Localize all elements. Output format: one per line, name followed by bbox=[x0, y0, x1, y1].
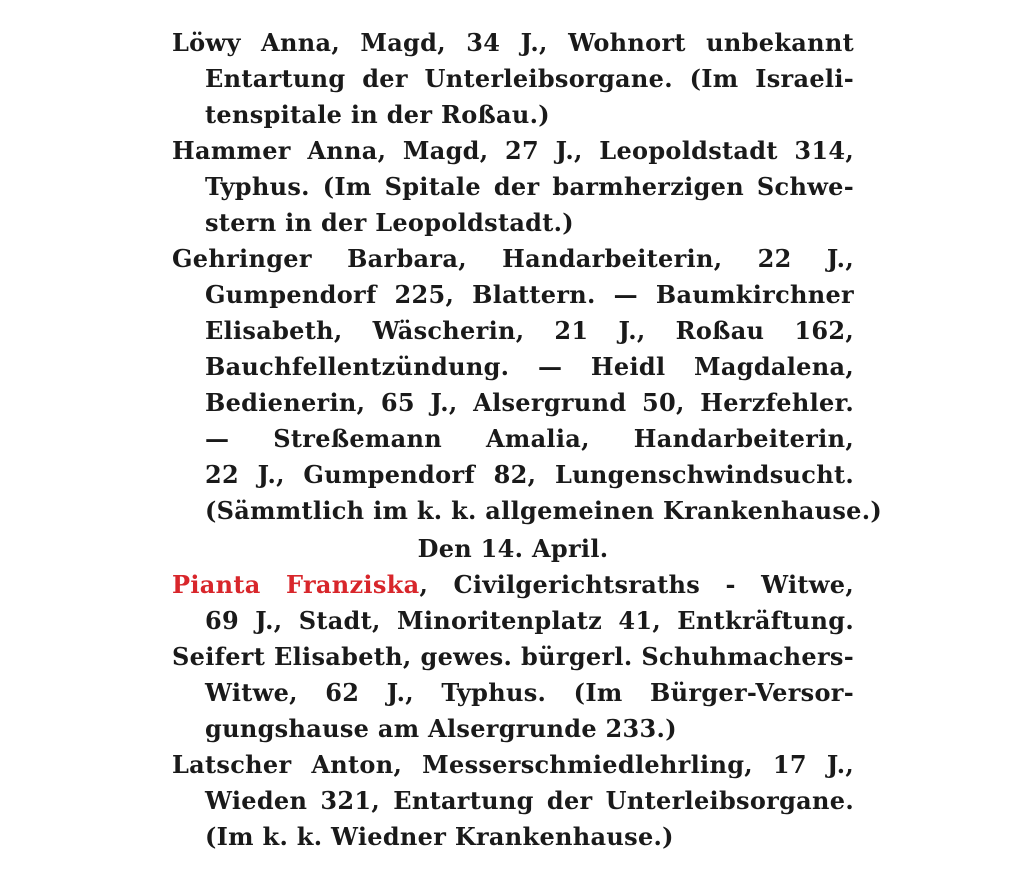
text-line: — Streßemann Amalia, Handarbeiterin, bbox=[205, 424, 854, 453]
text-line: Wieden 321, Entartung der Unterleibsorgane. bbox=[205, 786, 854, 815]
date-heading: Den 14. April. bbox=[417, 534, 609, 563]
text-line: stern in der Leopoldstadt.) bbox=[205, 208, 574, 237]
highlighted-name: Pianta Franziska bbox=[172, 570, 420, 599]
text-line: 22 J., Gumpendorf 82, Lungenschwindsucht. bbox=[205, 460, 854, 489]
text-line: Entartung der Unterleibsorgane. (Im Israeli- bbox=[205, 64, 854, 93]
text-line: Gehringer Barbara, Handarbeiterin, 22 J., bbox=[172, 244, 854, 273]
text-line: Seifert Elisabeth, gewes. bürgerl. Schuhmachers- bbox=[172, 642, 854, 671]
text-line: Typhus. (Im Spitale der barmherzigen Schwe- bbox=[205, 172, 854, 201]
text-line: Löwy Anna, Magd, 34 J., Wohnort unbekannt bbox=[172, 28, 854, 57]
text-line: gungshause am Alsergrunde 233.) bbox=[205, 714, 677, 743]
text-line: Bauchfellentzündung. — Heidl Magdalena, bbox=[205, 352, 854, 381]
text-line: Latscher Anton, Messerschmiedlehrling, 17 J., bbox=[172, 750, 854, 779]
highlight-entry-first-line bbox=[172, 567, 854, 603]
text-line: Hammer Anna, Magd, 27 J., Leopoldstadt 314, bbox=[172, 136, 854, 165]
text-line: 69 J., Stadt, Minoritenplatz 41, Entkräftung. bbox=[205, 606, 854, 635]
text-line: Bedienerin, 65 J., Alsergrund 50, Herzfehler. bbox=[205, 388, 854, 417]
text-line: (Sämmtlich im k. k. allgemeinen Krankenhause.) bbox=[205, 496, 883, 525]
text-line: Gumpendorf 225, Blattern. — Baumkirchner bbox=[205, 280, 854, 309]
text-line: (Im k. k. Wiedner Krankenhause.) bbox=[205, 822, 674, 851]
text-line: Witwe, 62 J., Typhus. (Im Bürger-Versor- bbox=[205, 678, 854, 707]
text-line: Elisabeth, Wäscherin, 21 J., Roßau 162, bbox=[205, 316, 854, 345]
text-line: tenspitale in der Roßau.) bbox=[205, 100, 550, 129]
highlight-entry-rest: , Civilgerichtsraths - Witwe, bbox=[419, 570, 854, 599]
